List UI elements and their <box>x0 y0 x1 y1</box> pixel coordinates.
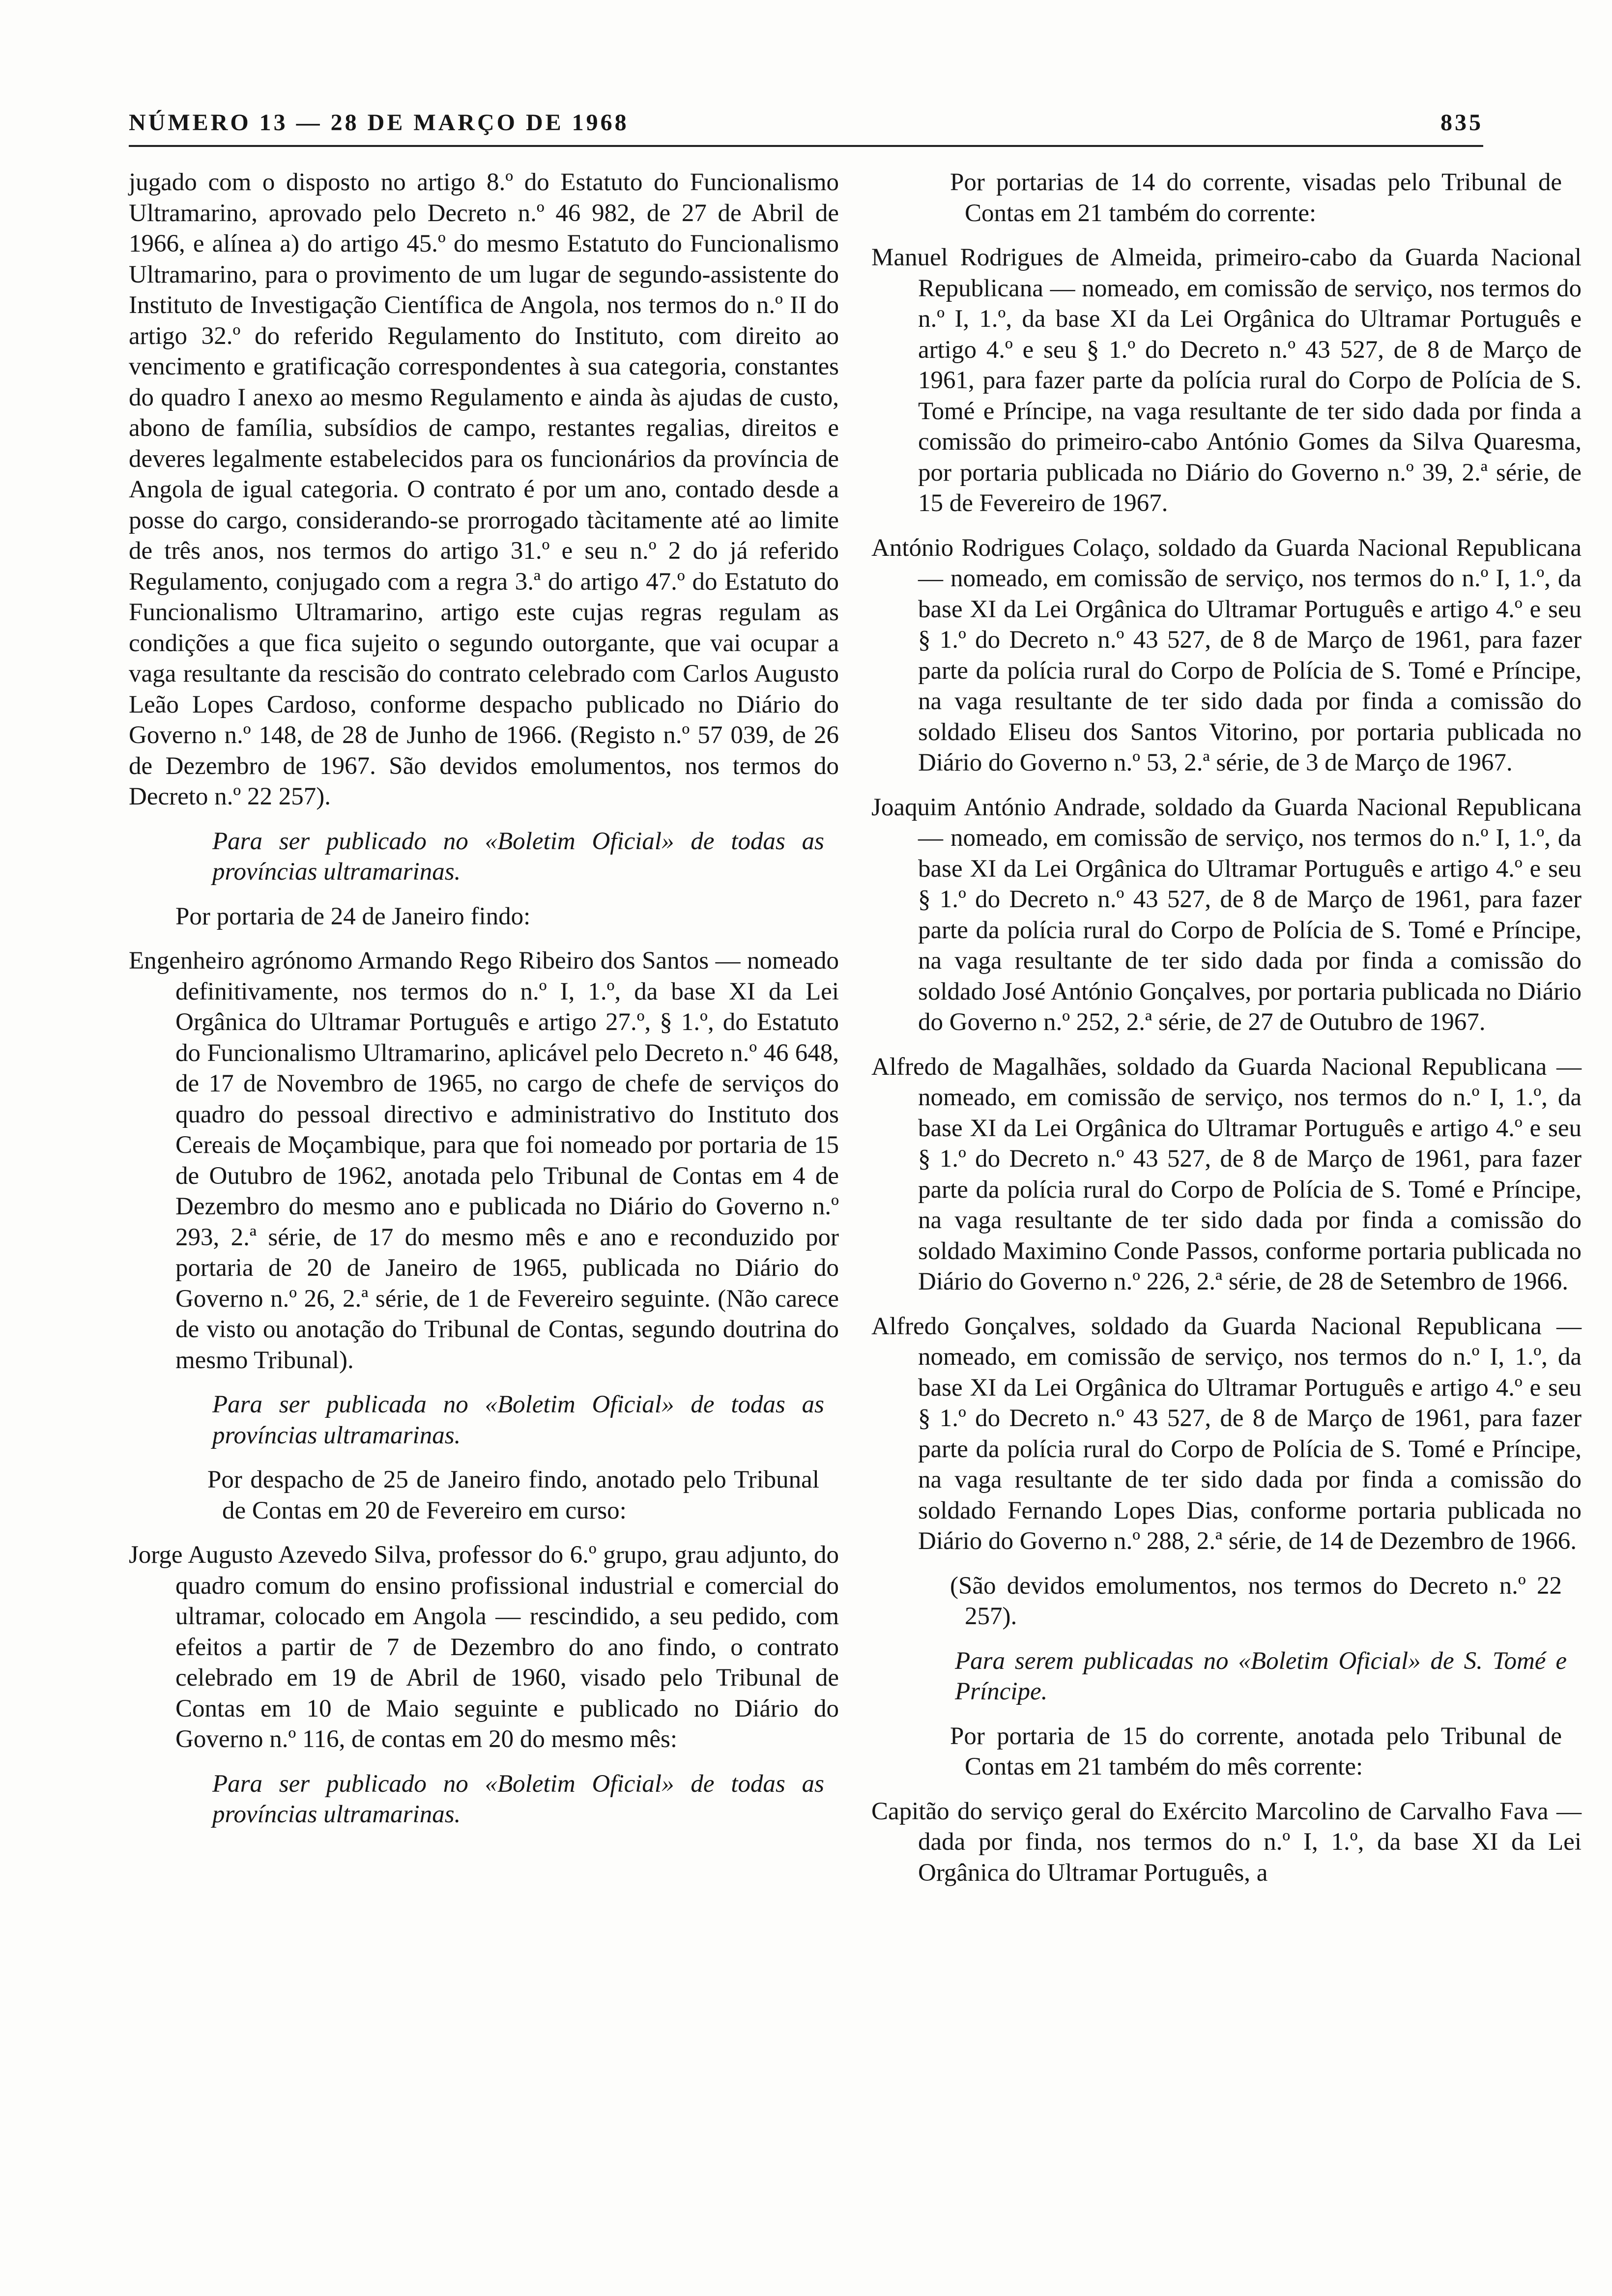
issue-title: NÚMERO 13 — 28 DE MARÇO DE 1968 <box>129 110 629 136</box>
appointment-entry: Engenheiro agrónomo Armando Rego Ribeiro dos Santos — nomeado definitivamente, nos termos do n.º I, 1.º, da base XI da Lei Orgânica do Ultramar Português e artigo 27.º, § 1.º, do Estatuto do Funcionalismo Ultramarino, aplicável pelo Decreto n.º 46 648, de 17 de Novembro de 1965, no cargo de chefe de serviços do quadro do pessoal directivo e administrativo do Instituto dos Cereais de Moçambique, para que foi nomeado por portaria de 15 de Outubro de 1962, anotada pelo Tribunal de Contas em 4 de Dezembro do mesmo ano e publicada no Diário do Governo n.º 293, 2.ª série, de 17 do mesmo mês e ano e reconduzido por portaria de 20 de Janeiro de 1965, publicada no Diário do Governo n.º 26, 2.ª série, de 1 de Fevereiro seguinte. (Não carece de visto ou anotação do Tribunal de Contas, segundo doutrina do mesmo Tribunal). <box>129 947 839 1374</box>
paragraph-continuation: jugado com o disposto no artigo 8.º do Estatuto do Funcionalismo Ultramarino, aprovado pelo Decreto n.º 46 982, de 27 de Abril de 1966, e alínea a) do artigo 45.º do mesmo Estatuto do Funcionalismo Ultramarino, para o provimento de um lugar de segundo-assistente do Instituto de Investigação Científica de Angola, nos termos do n.º II do artigo 32.º do referido Regulamento do Instituto, com direito ao vencimento e gratificação correspondentes à sua categoria, constantes do quadro I anexo ao mesmo Regulamento e ainda às ajudas de custo, abono de família, subsídios de campo, restantes regalias, direitos e deveres legalmente estabelecidos para os funcionários da província de Angola de igual categoria. O contrato é por um ano, contado desde a posse do cargo, considerando-se prorrogado tàcitamente até ao limite de três anos, nos termos do artigo 31.º e seu n.º 2 do já referido Regulamento, conjugado com a regra 3.ª do artigo 47.º do Estatuto do Funcionalismo Ultramarino, artigo este cujas regras regulam as condições a que fica sujeito o segundo outorgante, que vai ocupar a vaga resultante da rescisão do contrato celebrado com Carlos Augusto Leão Lopes Cardoso, conforme despacho publicado no Diário do Governo n.º 148, de 28 de Junho de 1966. (Registo n.º 57 039, de 26 de Dezembro de 1967. São devidos emolumentos, nos termos do Decreto n.º 22 257). <box>129 169 839 810</box>
emoluments-note: (São devidos emolumentos, nos termos do Decreto n.º 22 257). <box>950 1572 1562 1630</box>
running-header <box>129 109 1483 137</box>
header-rule <box>129 145 1483 147</box>
appointment-entry: Capitão do serviço geral do Exército Marcolino de Carvalho Fava — dada por finda, nos termos do n.º I, 1.º, da base XI da Lei Orgânica do Ultramar Português, a <box>871 1797 1582 1887</box>
paragraph-intro: Por portaria de 15 do corrente, anotada pelo Tribunal de Contas em 21 também do mês corrente: <box>950 1722 1562 1780</box>
publication-note: Para ser publicado no «Boletim Oficial» de todas as províncias ultramarinas. <box>212 1770 824 1828</box>
paragraph-intro: Por despacho de 25 de Janeiro findo, anotado pelo Tribunal de Contas em 20 de Fevereiro em curso: <box>207 1466 819 1524</box>
appointment-entry: António Rodrigues Colaço, soldado da Guarda Nacional Republicana — nomeado, em comissão de serviço, nos termos do n.º I, 1.º, da base XI da Lei Orgânica do Ultramar Português e artigo 4.º e seu § 1.º do Decreto n.º 43 527, de 8 de Março de 1961, para fazer parte da polícia rural do Corpo de Polícia de S. Tomé e Príncipe, na vaga resultante de ter sido dada por finda a comissão do soldado Eliseu dos Santos Vitorino, por portaria publicada no Diário do Governo n.º 53, 2.ª série, de 3 de Março de 1967. <box>871 534 1582 776</box>
paragraph-intro: Por portarias de 14 do corrente, visadas pelo Tribunal de Contas em 21 também do corrente: <box>950 169 1562 227</box>
paragraph-intro: Por portaria de 24 de Janeiro findo: <box>175 902 531 930</box>
publication-note: Para serem publicadas no «Boletim Oficial» de S. Tomé e Príncipe. <box>955 1647 1567 1705</box>
right-column <box>871 167 1582 1902</box>
appointment-entry: Jorge Augusto Azevedo Silva, professor do 6.º grupo, grau adjunto, do quadro comum do ensino profissional industrial e comercial do ultramar, colocado em Angola — rescindido, a seu pedido, com efeitos a partir de 7 de Dezembro do ano findo, o contrato celebrado em 19 de Abril de 1960, visado pelo Tribunal de Contas em 10 de Maio seguinte e publicado no Diário do Governo n.º 116, de contas em 20 do mesmo mês: <box>129 1541 839 1753</box>
left-column <box>129 167 839 1844</box>
appointment-entry: Joaquim António Andrade, soldado da Guarda Nacional Republicana — nomeado, em comissão de serviço, nos termos do n.º I, 1.º, da base XI da Lei Orgânica do Ultramar Português e artigo 4.º e seu § 1.º do Decreto n.º 43 527, de 8 de Março de 1961, para fazer parte da polícia rural do Corpo de Polícia de S. Tomé e Príncipe, na vaga resultante de ter sido dada por finda a comissão do soldado José António Gonçalves, por portaria publicada no Diário do Governo n.º 252, 2.ª série, de 27 de Outubro de 1967. <box>871 793 1582 1036</box>
publication-note: Para ser publicado no «Boletim Oficial» de todas as províncias ultramarinas. <box>212 827 824 886</box>
appointment-entry: Alfredo de Magalhães, soldado da Guarda Nacional Republicana — nomeado, em comissão de serviço, nos termos do n.º I, 1.º, da base XI da Lei Orgânica do Ultramar Português e artigo 4.º e seu § 1.º do Decreto n.º 43 527, de 8 de Março de 1961, para fazer parte da polícia rural do Corpo de Polícia de S. Tomé e Príncipe, na vaga resultante de ter sido dada por finda a comissão do soldado Maximino Conde Passos, conforme portaria publicada no Diário do Governo n.º 226, 2.ª série, de 28 de Setembro de 1966. <box>871 1053 1582 1295</box>
appointment-entry: Manuel Rodrigues de Almeida, primeiro-cabo da Guarda Nacional Republicana — nomeado, em comissão de serviço, nos termos do n.º I, 1.º, da base XI da Lei Orgânica do Ultramar Português e artigo 4.º e seu § 1.º do Decreto n.º 43 527, de 8 de Março de 1961, para fazer parte da polícia rural do Corpo de Polícia de S. Tomé e Príncipe, na vaga resultante de ter sido dada por finda a comissão do primeiro-cabo António Gomes da Silva Quaresma, por portaria publicada no Diário do Governo n.º 39, 2.ª série, de 15 de Fevereiro de 1967. <box>871 244 1582 517</box>
appointment-entry: Alfredo Gonçalves, soldado da Guarda Nacional Republicana — nomeado, em comissão de serviço, nos termos do n.º I, 1.º, da base XI da Lei Orgânica do Ultramar Português e artigo 4.º e seu § 1.º do Decreto n.º 43 527, de 8 de Março de 1961, para fazer parte da polícia rural do Corpo de Polícia de S. Tomé e Príncipe, na vaga resultante de ter sido dada por finda a comissão do soldado Fernando Lopes Dias, conforme portaria publicada no Diário do Governo n.º 288, 2.ª série, de 14 de Dezembro de 1966. <box>871 1312 1582 1555</box>
publication-note: Para ser publicada no «Boletim Oficial» de todas as províncias ultramarinas. <box>212 1391 824 1449</box>
page-number: 835 <box>1440 110 1483 136</box>
